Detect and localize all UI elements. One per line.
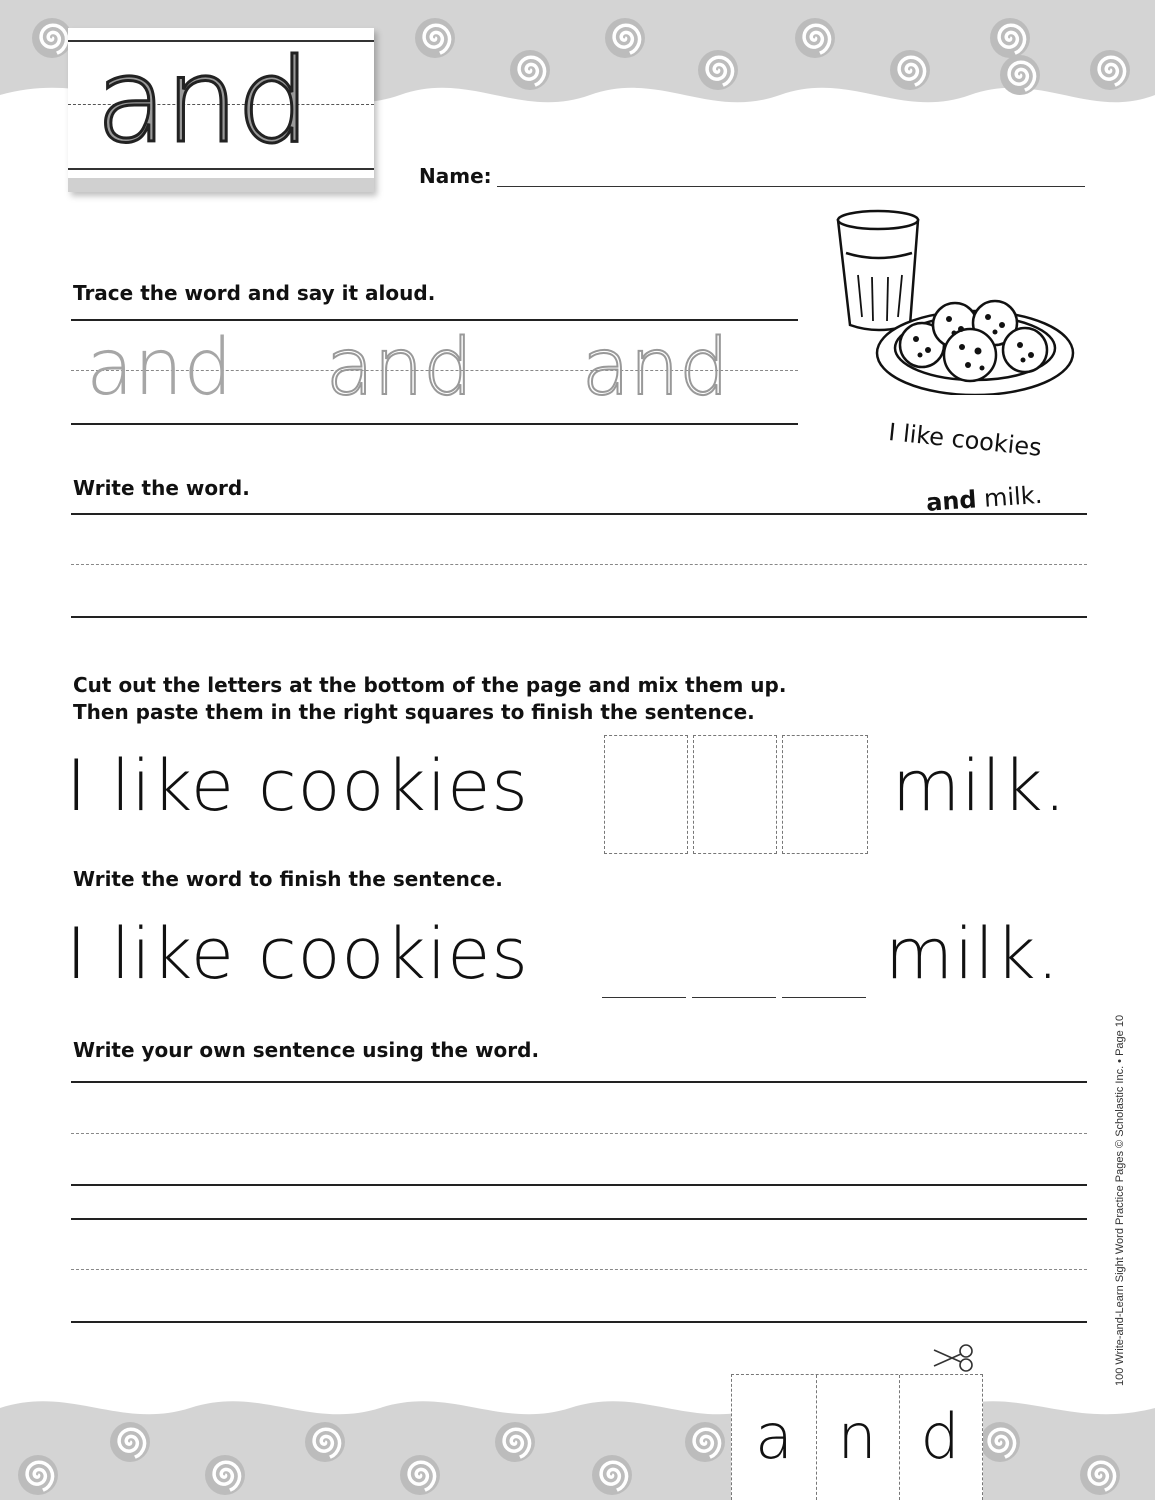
write-base-line[interactable]: [71, 616, 1087, 618]
paste-square-1[interactable]: [604, 735, 688, 854]
illustration-caption-bold: and: [925, 485, 978, 517]
own-line-1-top: [71, 1081, 1087, 1083]
own-line-2-mid: [71, 1269, 1087, 1270]
own-line-1-mid: [71, 1133, 1087, 1134]
cutout-letter-n[interactable]: n: [837, 1400, 877, 1473]
finish-sentence-start: I like cookies: [66, 913, 529, 995]
write-top-line: [71, 513, 1087, 515]
illustration-caption-line2: [908, 453, 1043, 518]
own-line-2-top: [71, 1218, 1087, 1220]
trace-word-1[interactable]: and: [86, 323, 233, 413]
header-word: and: [96, 34, 309, 169]
blank-line-1[interactable]: [602, 997, 686, 998]
own-sentence-instruction: Write your own sentence using the word.: [73, 1038, 540, 1062]
finish-instruction: Write the word to finish the sentence.: [73, 867, 503, 891]
cut-sentence-start: I like cookies: [66, 745, 529, 827]
blank-line-2[interactable]: [692, 997, 776, 998]
trace-top-line: [71, 319, 798, 321]
header-word-card: [68, 28, 374, 192]
name-label: Name:: [419, 164, 492, 188]
cut-sentence-end: milk.: [892, 745, 1067, 827]
trace-instruction: Trace the word and say it aloud.: [73, 281, 436, 305]
cutout-letter-a[interactable]: a: [755, 1400, 793, 1473]
finish-sentence-end: milk.: [885, 913, 1060, 995]
scissors-icon: [930, 1342, 978, 1374]
milk-and-cookies-illustration: [830, 205, 1080, 395]
cutout-letter-d[interactable]: d: [920, 1400, 960, 1473]
trace-base-line: [71, 423, 798, 425]
blank-line-3[interactable]: [782, 997, 866, 998]
name-field[interactable]: [497, 186, 1085, 187]
own-line-2-base[interactable]: [71, 1321, 1087, 1323]
paste-square-3[interactable]: [782, 735, 868, 854]
trace-word-3[interactable]: and: [582, 323, 729, 413]
cut-instruction-line1: Cut out the letters at the bottom of the page and mix them up.: [73, 673, 787, 697]
paste-square-2[interactable]: [693, 735, 777, 854]
cut-instruction-line2: Then paste them in the right squares to finish the sentence.: [73, 700, 755, 724]
trace-word-2[interactable]: and: [326, 323, 473, 413]
illustration-caption-line1: I like cookies: [887, 418, 1044, 462]
illustration-caption-rest: milk.: [975, 480, 1044, 514]
footer-credit: 100 Write-and-Learn Sight Word Practice Pages © Scholastic Inc. • Page 10: [1114, 1014, 1126, 1386]
write-word-instruction: Write the word.: [73, 476, 250, 500]
own-line-1-base[interactable]: [71, 1184, 1087, 1186]
write-mid-line: [71, 564, 1087, 565]
